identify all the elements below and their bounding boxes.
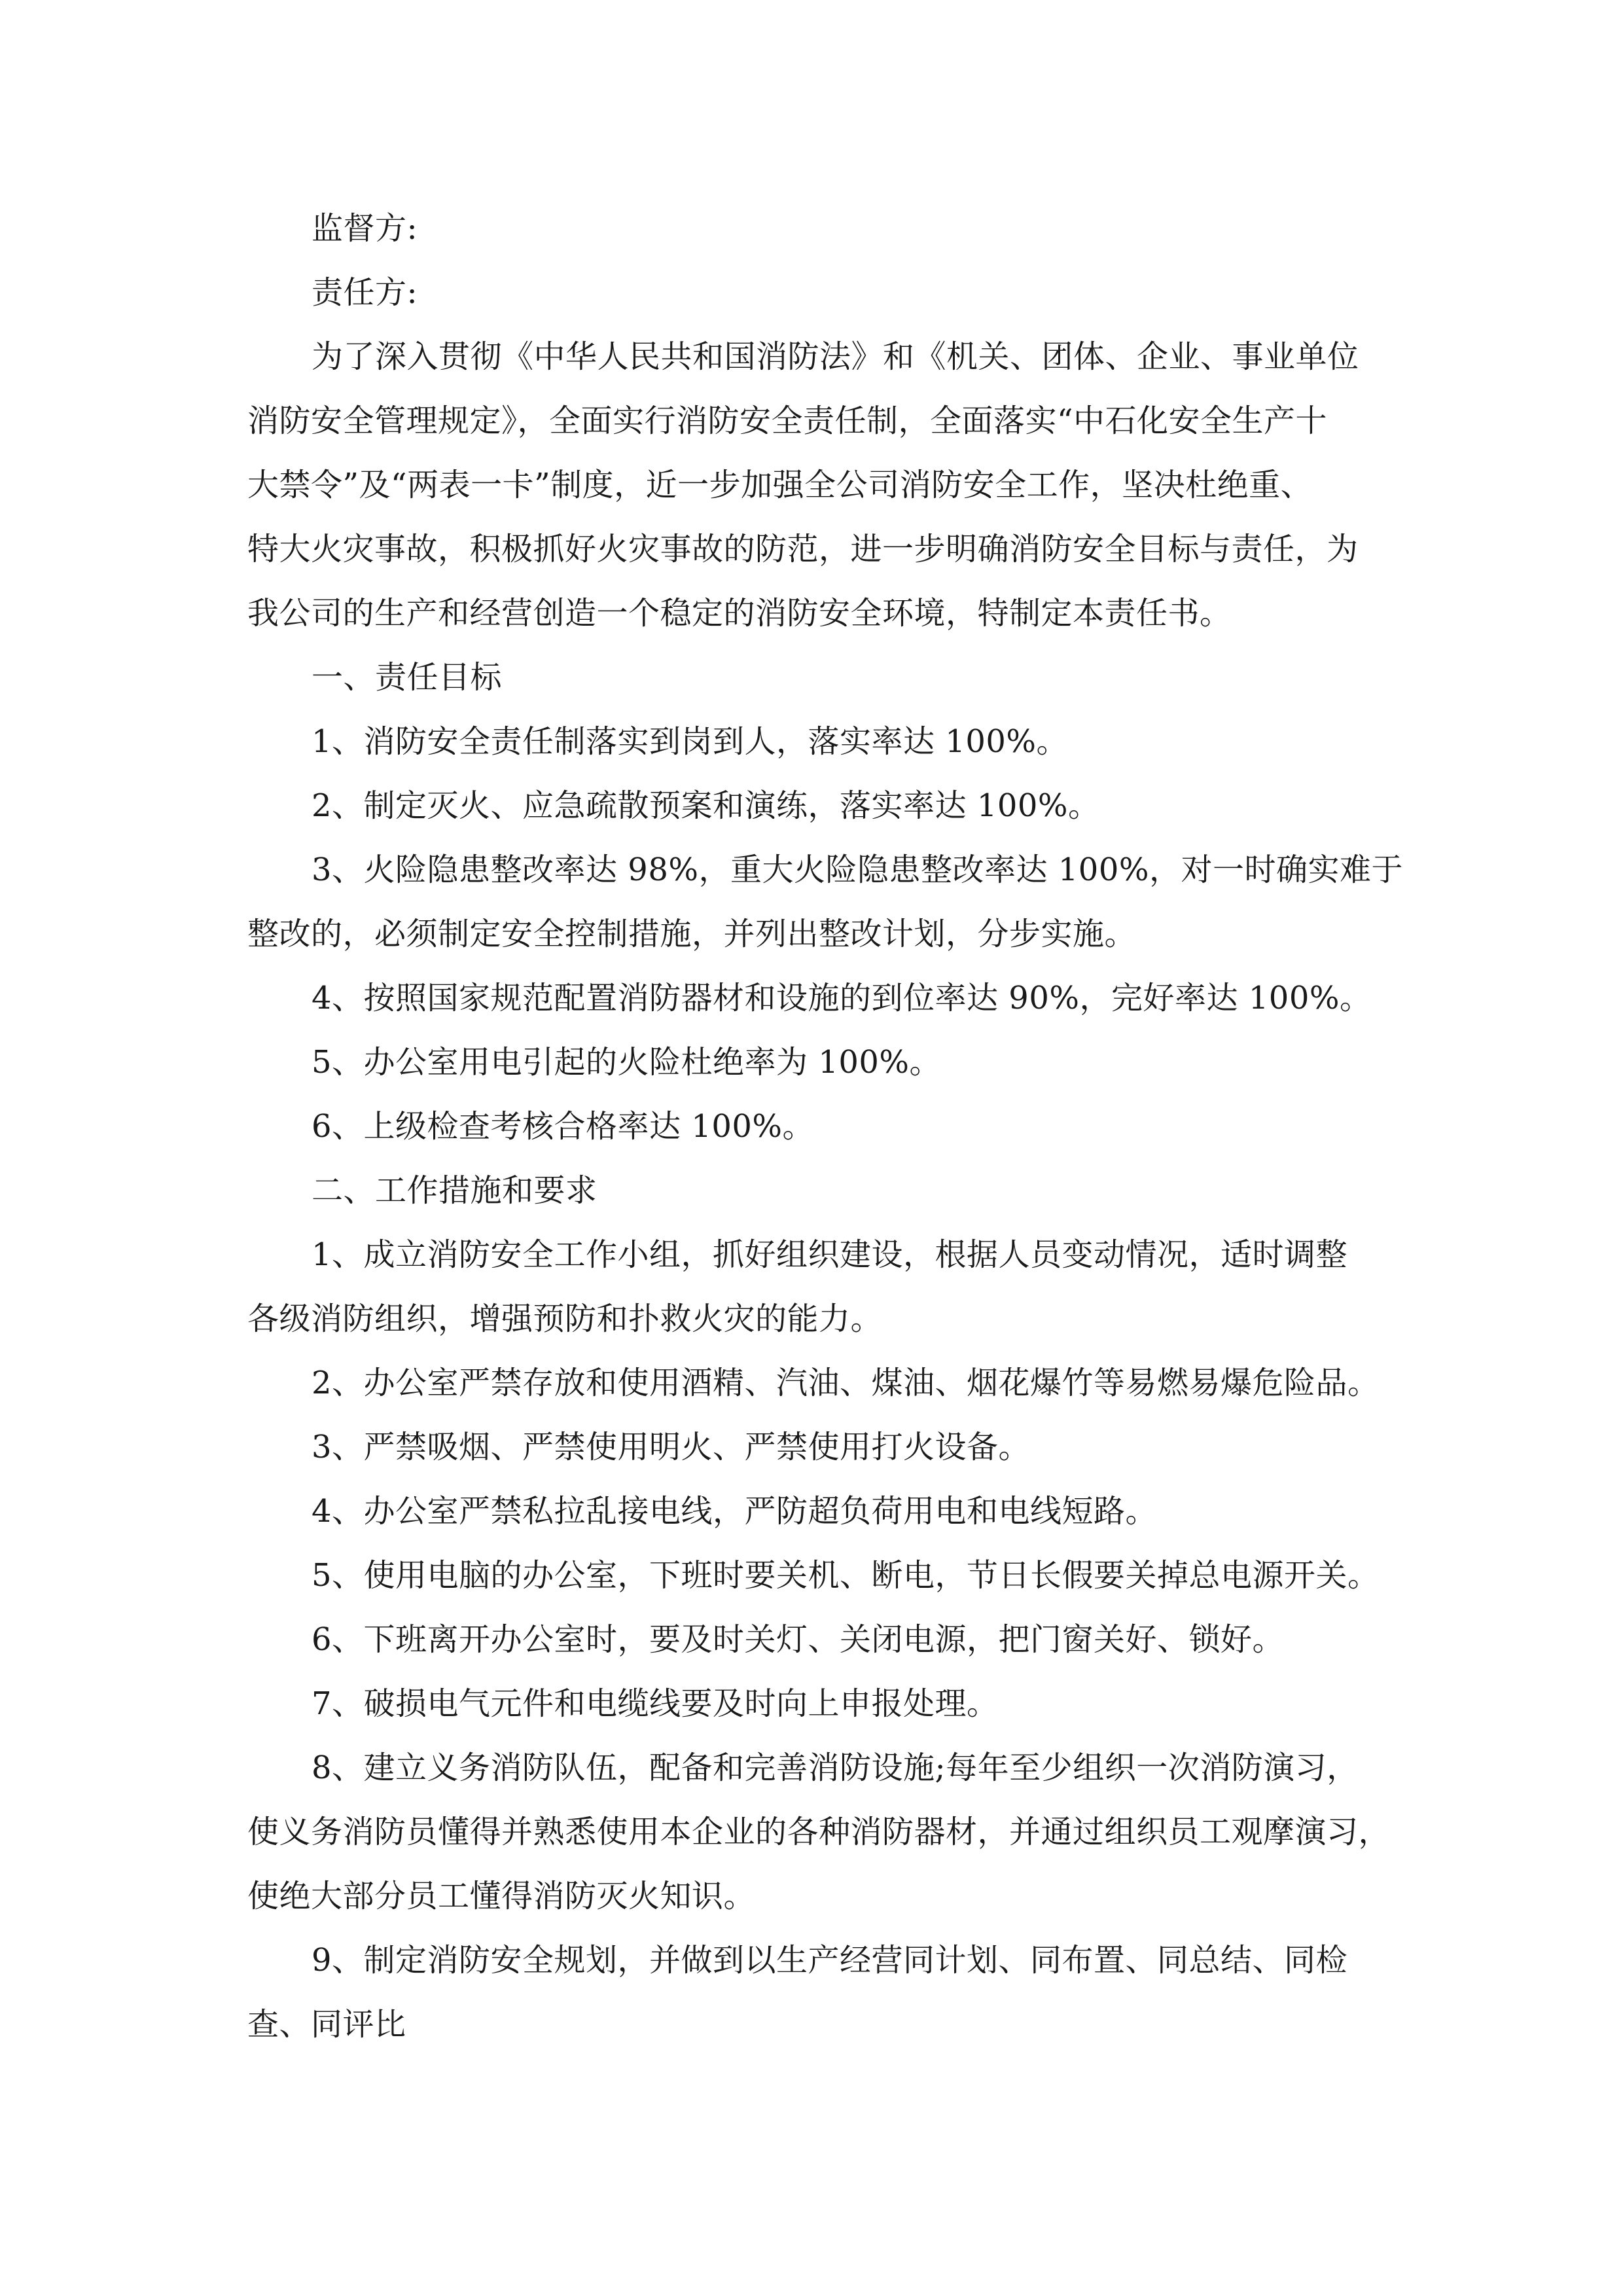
item-line: 4、办公室严禁私拉乱接电线，严防超负荷用电和电线短路。: [312, 1493, 1158, 1530]
item-line: 1、消防安全责任制落实到岗到人，落实率达 100%。: [312, 723, 1069, 760]
item-line: 8、建立义务消防队伍，配备和完善消防设施;每年至少组织一次消防演习，: [312, 1749, 1359, 1786]
intro-line: 消防安全管理规定》，全面实行消防安全责任制，全面落实“中石化安全生产十: [247, 403, 1328, 439]
item-line: 6、下班离开办公室时，要及时关灯、关闭电源，把门窗关好、锁好。: [312, 1621, 1285, 1658]
section1-item: [247, 838, 1402, 966]
item-line: 5、办公室用电引起的火险杜绝率为 100%。: [312, 1044, 942, 1081]
intro-line: 大禁令”及“两表一卡”制度，近一步加强全公司消防安全工作，坚决杜绝重、: [247, 467, 1313, 503]
section2-item: [247, 1543, 1402, 1607]
responsible-label: 责任方:: [312, 274, 418, 311]
section2-item: [247, 1672, 1402, 1736]
section2-item: [247, 1351, 1402, 1415]
item-line: 3、火险隐患整改率达 98%，重大火险隐患整改率达 100%，对一时确实难于: [312, 852, 1403, 888]
section1-item: [247, 966, 1402, 1030]
item-line: 6、上级检查考核合格率达 100%。: [312, 1108, 815, 1145]
intro-paragraph: [247, 325, 1402, 645]
item-line: 7、破损电气元件和电缆线要及时向上申报处理。: [312, 1685, 999, 1722]
item-line: 9、制定消防安全规划，并做到以生产经营同计划、同布置、同总结、同检: [312, 1942, 1348, 1979]
section2-item: [247, 1479, 1402, 1543]
item-line: 查、同评比: [247, 2006, 406, 2043]
section2-item: [247, 1223, 1402, 1351]
section1-item: [247, 774, 1402, 838]
item-line: 2、办公室严禁存放和使用酒精、汽油、煤油、烟花爆竹等易燃易爆危险品。: [312, 1365, 1380, 1401]
item-line: 使义务消防员懂得并熟悉使用本企业的各种消防器材，并通过组织员工观摩演习，: [247, 1814, 1391, 1850]
section2-item: [247, 1415, 1402, 1479]
section1-title: 一、责任目标: [312, 659, 503, 696]
section1-item: [247, 1030, 1402, 1094]
section1-item: [247, 1094, 1402, 1158]
item-line: 1、成立消防安全工作小组，抓好组织建设，根据人员变动情况，适时调整: [312, 1236, 1348, 1273]
item-line: 各级消防组织，增强预防和扑救火灾的能力。: [247, 1300, 883, 1337]
section2-item: [247, 1607, 1402, 1672]
item-line: 4、按照国家规范配置消防器材和设施的到位率达 90%，完好率达 100%。: [312, 980, 1372, 1016]
section2-item: [247, 1928, 1402, 2056]
section2-title: 二、工作措施和要求: [312, 1172, 597, 1209]
intro-line: 为了深入贯彻《中华人民共和国消防法》和《机关、团体、企业、事业单位: [312, 338, 1359, 375]
document-body: [247, 196, 1402, 2056]
item-line: 使绝大部分员工懂得消防灭火知识。: [247, 1878, 756, 1914]
item-line: 3、严禁吸烟、严禁使用明火、严禁使用打火设备。: [312, 1429, 1031, 1465]
supervisor-label: 监督方:: [312, 210, 418, 247]
item-line: 2、制定灭火、应急疏散预案和演练，落实率达 100%。: [312, 787, 1100, 824]
section2-item: [247, 1736, 1402, 1928]
item-line: 5、使用电脑的办公室，下班时要关机、断电，节日长假要关掉总电源开关。: [312, 1557, 1380, 1594]
section1-item: [247, 709, 1402, 774]
intro-line: 特大火灾事故，积极抓好火灾事故的防范，进一步明确消防安全目标与责任，为: [247, 531, 1359, 567]
intro-line: 我公司的生产和经营创造一个稳定的消防安全环境，特制定本责任书。: [247, 595, 1232, 632]
item-line: 整改的，必须制定安全控制措施，并列出整改计划，分步实施。: [247, 916, 1137, 952]
